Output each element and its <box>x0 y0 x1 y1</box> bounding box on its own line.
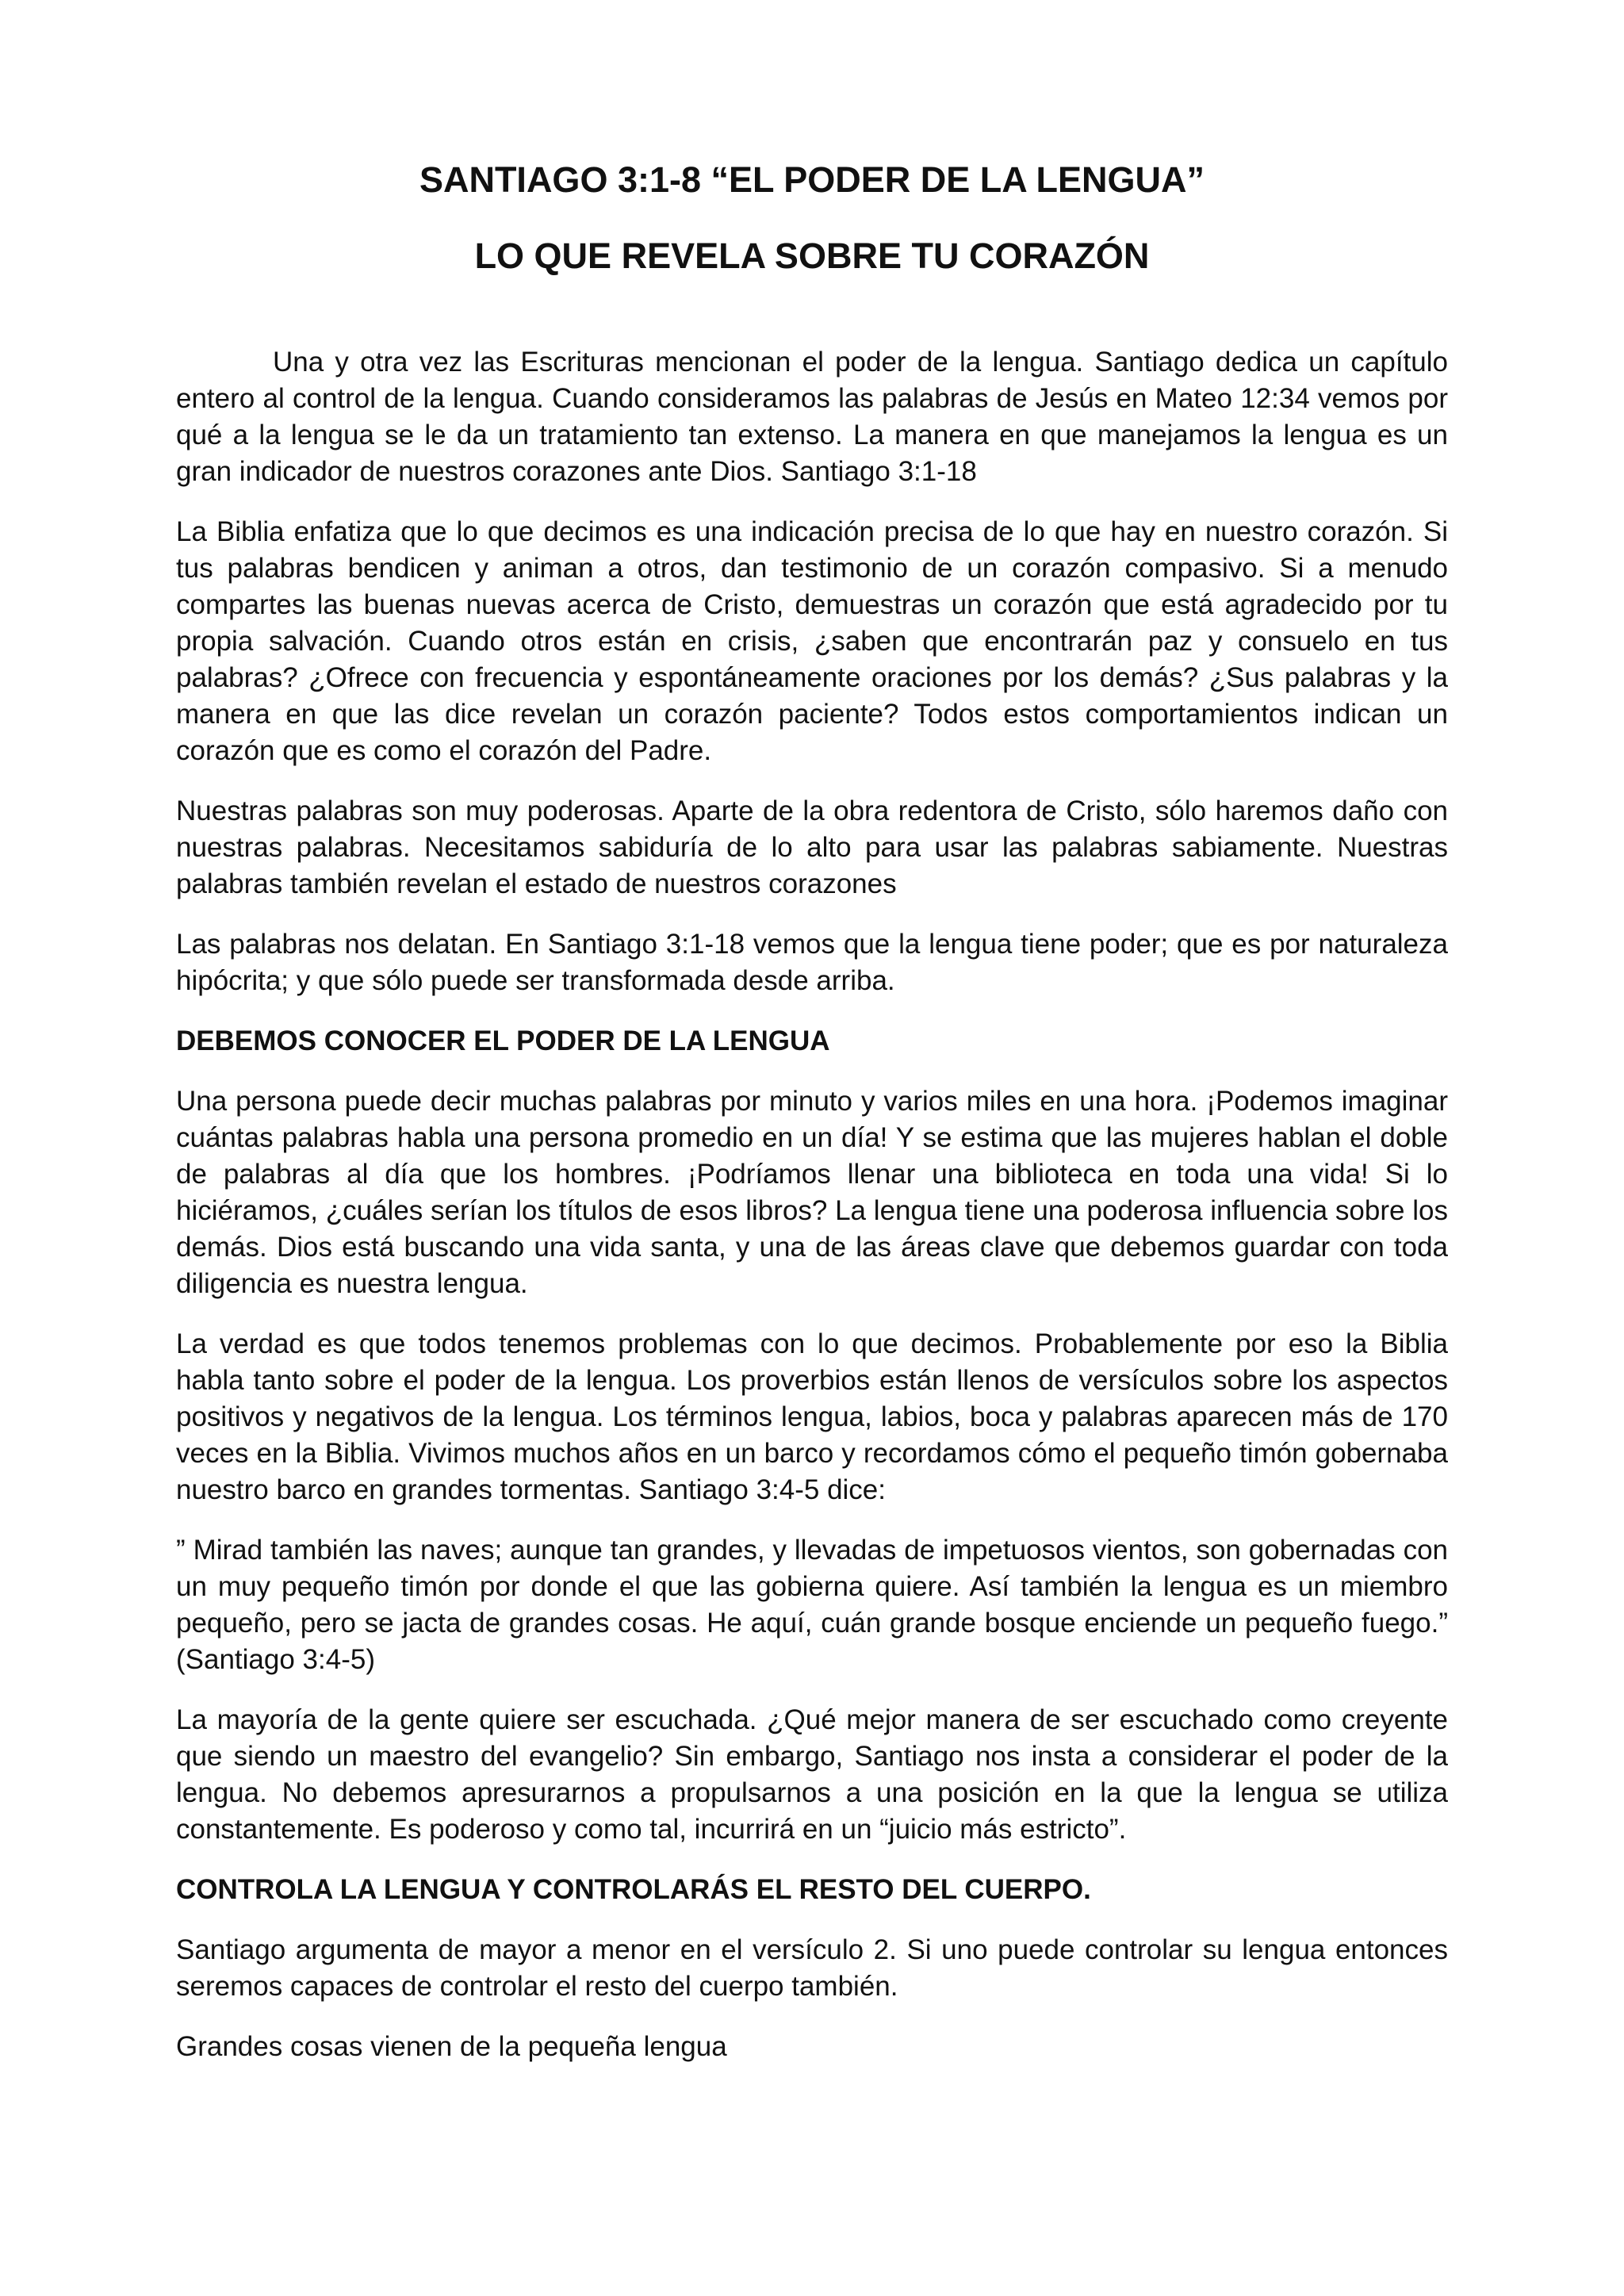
paragraph-great-things: Grandes cosas vienen de la pequeña lengua <box>176 2031 727 2062</box>
page-title: SANTIAGO 3:1-8 “EL PODER DE LA LENGUA” <box>419 159 1205 200</box>
paragraph-words-per-minute: Una persona puede decir muchas palabras por minuto y varios miles en una hora. ¡Podemos imaginar cuántas palabras habla una persona promedio en un día! Y se estima que las mujeres hablan el doble de palabras al día que los hombres. ¡Podríamos llenar una biblioteca en toda una vida! Si lo hiciéramos, ¿cuáles serían los títulos de esos libros? La lengua tiene una poderosa influencia sobre los demás. Dios está buscando una vida santa, y una de las áreas clave que debemos guardar con toda diligencia es nuestra lengua. <box>176 1086 1448 1299</box>
paragraph-words-betray: Las palabras nos delatan. En Santiago 3:1-18 vemos que la lengua tiene poder; que es por naturaleza hipócrita; y que sólo puede ser transformada desde arriba. <box>176 929 1448 996</box>
paragraph-intro: Una y otra vez las Escrituras mencionan el poder de la lengua. Santiago dedica un capítulo entero al control de la lengua. Cuando consideramos las palabras de Jesús en Mateo 12:34 vemos por qué a la lengua se le da un tratamiento tan extenso. La manera en que manejamos la lengua es un gran indicador de nuestros corazones ante Dios. Santiago 3:1-18 <box>176 347 1448 487</box>
paragraph-verse-2: Santiago argumenta de mayor a menor en el versículo 2. Si uno puede controlar su lengua entonces seremos capaces de controlar el resto del cuerpo también. <box>176 1934 1448 2002</box>
document-body <box>176 344 1448 2089</box>
paragraph-be-heard: La mayoría de la gente quiere ser escuchada. ¿Qué mejor manera de ser escuchado como creyente que siendo un maestro del evangelio? Sin embargo, Santiago nos insta a considerar el poder de la lengua. No debemos apresurarnos a propulsarnos a una posición en la que la lengua se utiliza constantemente. Es poderoso y como tal, incurrirá en un “juicio más estricto”. <box>176 1704 1448 1845</box>
page-subtitle: LO QUE REVELA SOBRE TU CORAZÓN <box>474 236 1150 276</box>
paragraph-powerful-words: Nuestras palabras son muy poderosas. Aparte de la obra redentora de Cristo, sólo haremos daño con nuestras palabras. Necesitamos sabiduría de lo alto para usar las palabras sabiamente. Nuestras palabras también revelan el estado de nuestros corazones <box>176 795 1448 899</box>
section-heading-control: CONTROLA LA LENGUA Y CONTROLARÁS EL RESTO DEL CUERPO. <box>176 1874 1091 1905</box>
title-block <box>0 155 1624 308</box>
section-heading-power: DEBEMOS CONOCER EL PODER DE LA LENGUA <box>176 1025 830 1056</box>
paragraph-quote: ” Mirad también las naves; aunque tan grandes, y llevadas de impetuosos vientos, son gobernadas con un muy pequeño timón por donde el que las gobierna quiere. Así también la lengua es un miembro pequeño, pero se jacta de grandes cosas. He aquí, cuán grande bosque enciende un pequeño fuego.” (Santiago 3:4-5) <box>176 1535 1448 1675</box>
paragraph-heart: La Biblia enfatiza que lo que decimos es una indicación precisa de lo que hay en nuestro corazón. Si tus palabras bendicen y animan a otros, dan testimonio de un corazón compasivo. Si a menudo compartes las buenas nuevas acerca de Cristo, demuestras un corazón que está agradecido por tu propia salvación. Cuando otros están en crisis, ¿saben que encontrarán paz y consuelo en tus palabras? ¿Ofrece con frecuencia y espontáneamente oraciones por los demás? ¿Sus palabras y la manera en que las dice revelan un corazón paciente? Todos estos comportamientos indican un corazón que es como el corazón del Padre. <box>176 516 1448 766</box>
paragraph-truth: La verdad es que todos tenemos problemas con lo que decimos. Probablemente por eso la Biblia habla tanto sobre el poder de la lengua. Los proverbios están llenos de versículos sobre los aspectos positivos y negativos de la lengua. Los términos lengua, labios, boca y palabras aparecen más de 170 veces en la Biblia. Vivimos muchos años en un barco y recordamos cómo el pequeño timón gobernaba nuestro barco en grandes tormentas. Santiago 3:4-5 dice: <box>176 1328 1448 1505</box>
